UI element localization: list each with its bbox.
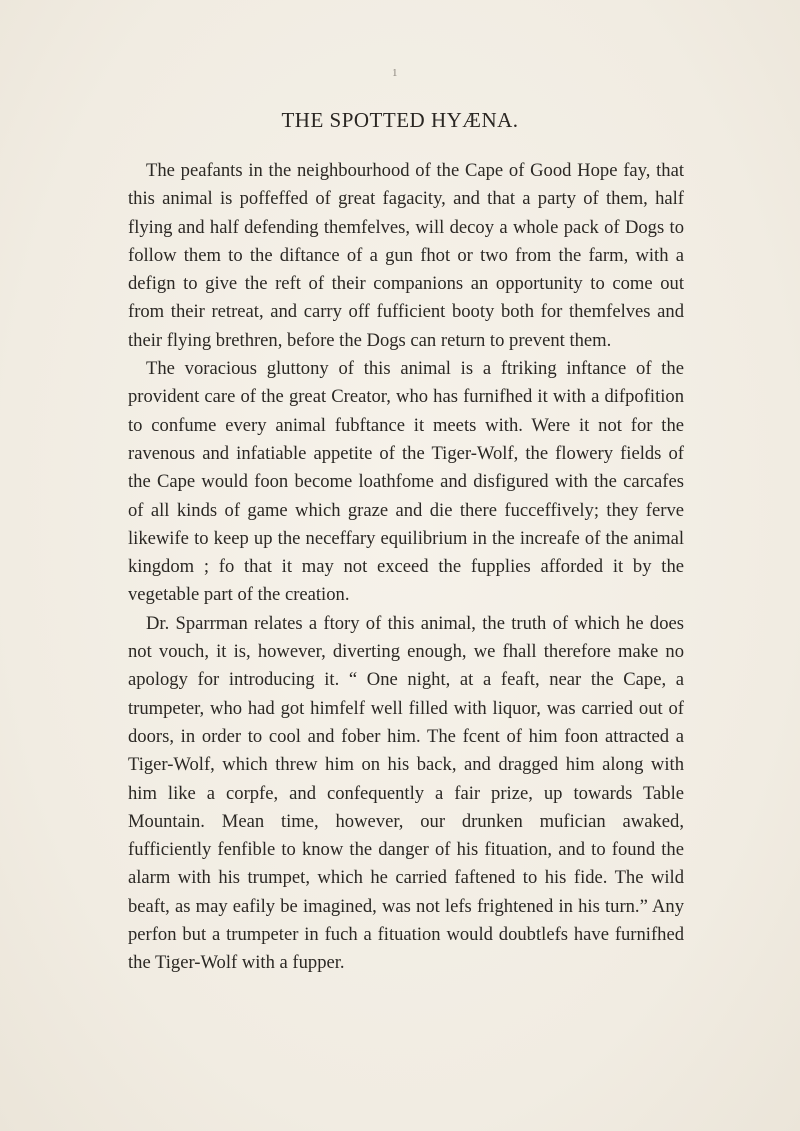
paragraph-2: The voracious gluttony of this animal is a ftriking inftance of the provident care of the great Creator, who has furnifhed it with a difpofition to confume every animal fubftance it meets with. Were it not for the ravenous and infatiable appetite of the Tiger-Wolf, the flowery fields of the Cape would foon become loathfome and disfigured with the carcafes of all kinds of game which graze and die there fucceffively; they ferve likewife to keep up the neceffary equilibrium in the increafe of the animal kingdom ; fo that it may not exceed the fupplies afforded it by the vegetable part of the creation. <box>128 358 684 606</box>
body-text <box>128 157 684 978</box>
page-title: THE SPOTTED HYÆNA. <box>281 108 519 132</box>
paragraph-3: Dr. Sparrman relates a ftory of this animal, the truth of which he does not vouch, it is, however, diverting enough, we fhall therefore make no apology for introducing it. “ One night, at a feaft, near the Cape, a trumpeter, who had got himfelf well filled with liquor, was carried out of doors, in order to cool and fober him. The fcent of him foon attracted a Tiger-Wolf, which threw him on his back, and dragged him along with him like a corpfe, and confequently a fair prize, up towards Table Mountain. Mean time, however, our drunken mufician awaked, fufficiently fenfible to know the danger of his fituation, and to found the alarm with his trumpet, which he carried faftened to his fide. The wild beaft, as may eafily be imagined, was not lefs frightened in his turn.” Any perfon but a trumpeter in fuch a fituation would doubtlefs have furnifhed the Tiger-Wolf with a fupper. <box>128 612 684 974</box>
paragraph-1: The peafants in the neighbourhood of the Cape of Good Hope fay, that this animal is poffeffed of great fagacity, and that a party of them, half flying and half defending themfelves, will decoy a whole pack of Dogs to follow them to the diftance of a gun fhot or two from the farm, with a defign to give the reft of their companions an opportunity to come out from their retreat, and carry off fufficient booty both for themfelves and their flying brethren, before the Dogs can return to prevent them. <box>128 160 684 351</box>
page-mark: 1 <box>392 67 398 79</box>
